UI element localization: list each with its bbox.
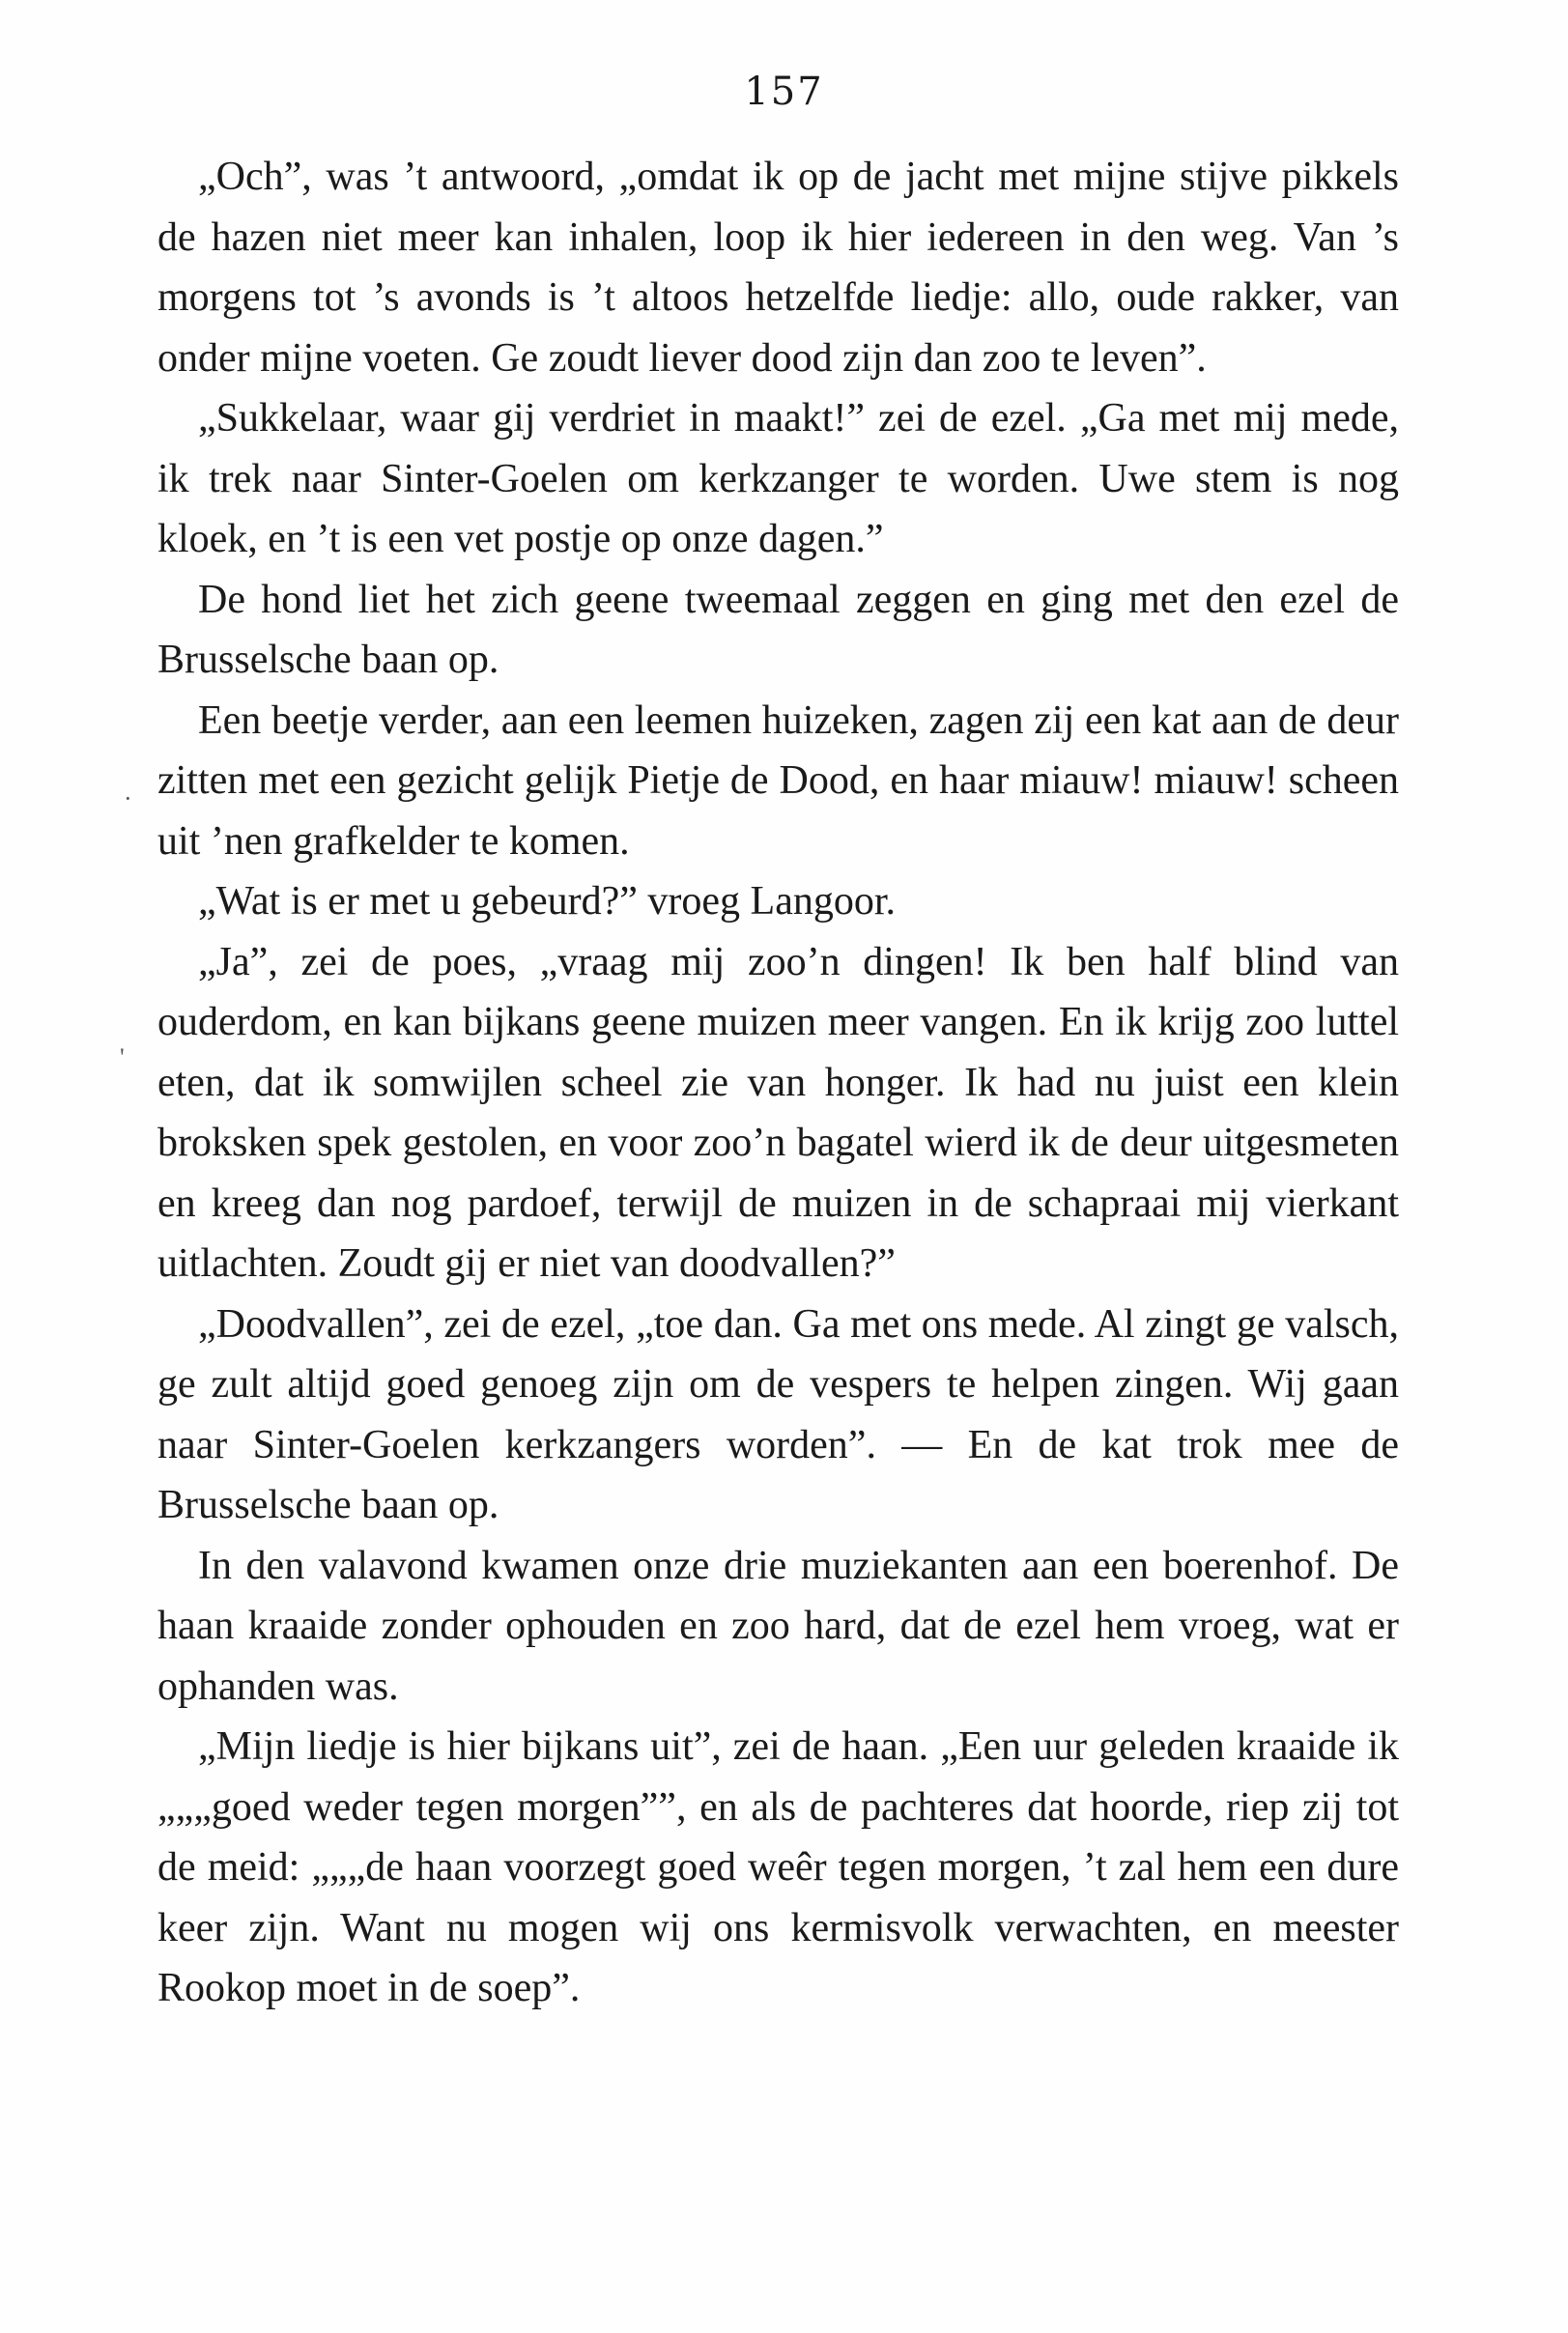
paragraph: „Wat is er met u gebeurd?” vroeg Langoor. [198, 879, 896, 924]
paragraph: De hond liet het zich geene tweemaal zeggen en ging met den ezel de Brusselsche baan op. [157, 577, 1399, 682]
body-text [157, 147, 1399, 2019]
paragraph: In den valavond kwamen onze drie muziekanten aan een boerenhof. De haan kraaide zonder ophouden en zoo hard, dat de ezel hem vroeg, wat er ophanden was. [157, 1543, 1399, 1709]
paragraph: „Sukkelaar, waar gij verdriet in maakt!” zei de ezel. „Ga met mij mede, ik trek naar Sinter-Goelen om kerkzanger te worden. Uwe stem is nog kloek, en ’t is een vet postje op onze dagen.” [157, 396, 1399, 561]
paragraph: „Och”, was ’t antwoord, „omdat ik op de jacht met mijne stijve pikkels de hazen niet meer kan inhalen, loop ik hier iedereen in den weg. Van ’s morgens tot ’s avonds is ’t altoos hetzelfde liedje: allo, oude rakker, van onder mijne voeten. Ge zoudt liever dood zijn dan zoo te leven”. [157, 155, 1399, 381]
paragraph: „Mijn liedje is hier bijkans uit”, zei de haan. „Een uur geleden kraaide ik „„„goed weder tegen morgen””, en als de pachteres dat hoorde, riep zij tot de meid: „„„de haan voorzegt goed weêr tegen morgen, ’t zal hem een dure keer zijn. Want nu mogen wij ons kermisvolk verwachten, en meester Rookop moet in de soep”. [157, 1724, 1399, 2010]
margin-mark: ' [120, 1043, 125, 1071]
paragraph: Een beetje verder, aan een leemen huizeken, zagen zij een kat aan de deur zitten met een gezicht gelijk Pietje de Dood, en haar miauw! miauw! scheen uit ’nen grafkelder te komen. [157, 697, 1399, 864]
page-number: 157 [744, 70, 824, 114]
paragraph: „Ja”, zei de poes, „vraag mij zoo’n dingen! Ik ben half blind van ouderdom, en kan bijkans geene muizen meer vangen. En ik krijg zoo luttel eten, dat ik somwijlen scheel zie van honger. Ik had nu juist een klein broksken spek gestolen, en voor zoo’n bagatel wierd ik de deur uitgesmeten en kreeg dan nog pardoef, terwijl de muizen in de schapraai mij vierkant uitlachten. Zoudt gij er niet van doodvallen?” [157, 939, 1399, 1286]
paragraph: „Doodvallen”, zei de ezel, „toe dan. Ga met ons mede. Al zingt ge valsch, ge zult altijd goed genoeg zijn om de vespers te helpen zingen. Wij gaan naar Sinter-Goelen kerkzangers worden”. — En de kat trok mee de Brusselsche baan op. [157, 1301, 1399, 1527]
margin-mark: · [124, 784, 132, 812]
